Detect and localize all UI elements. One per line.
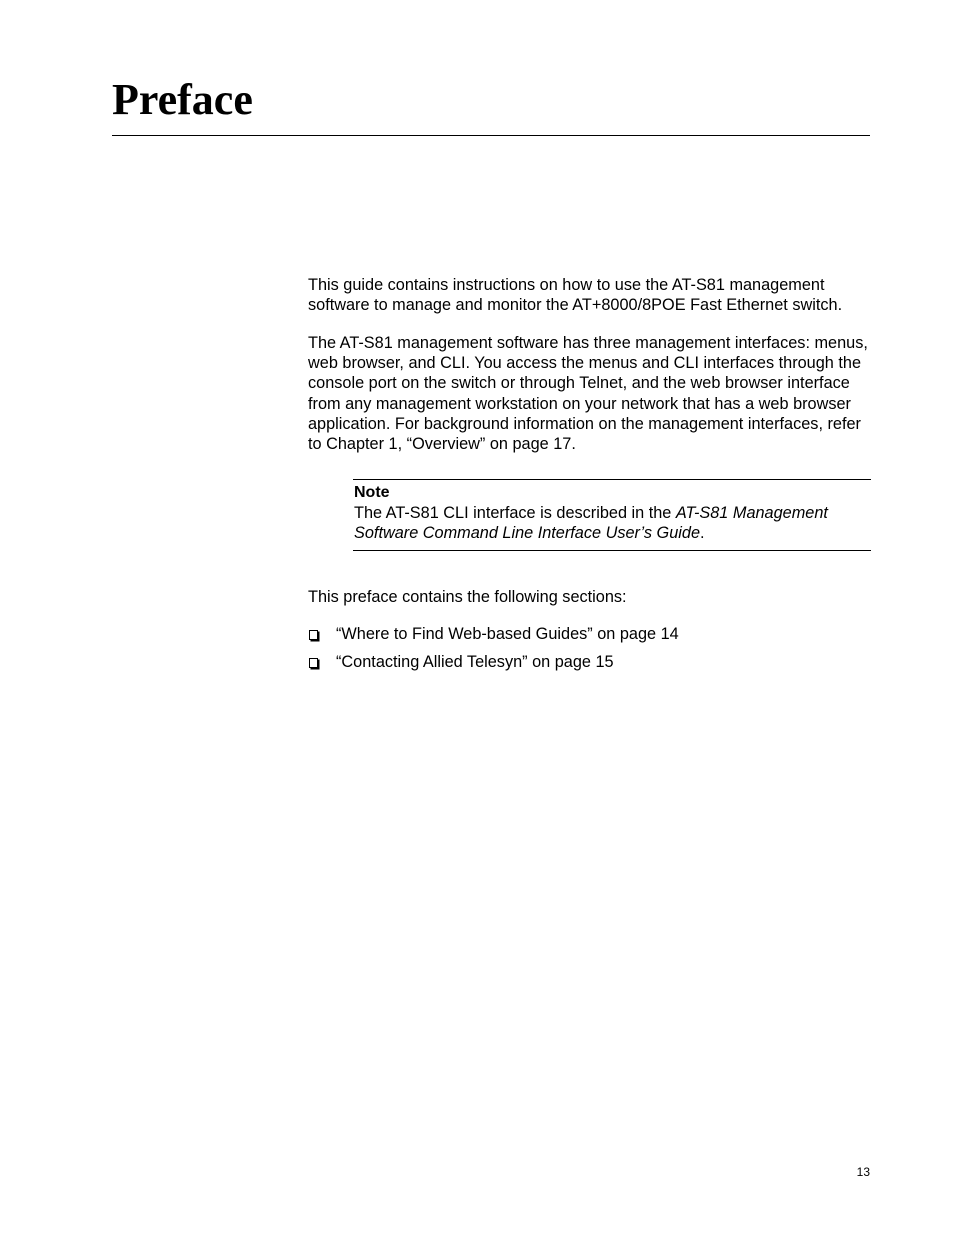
note-text-before: The AT-S81 CLI interface is described in the bbox=[354, 504, 676, 522]
page-number: 13 bbox=[856, 1165, 870, 1179]
note-heading: Note bbox=[354, 484, 390, 501]
sections-intro: This preface contains the following sections: bbox=[308, 588, 627, 606]
checkbox-square-icon bbox=[309, 658, 318, 668]
note-box bbox=[353, 479, 871, 551]
section-link-web-guides[interactable]: “Where to Find Web-based Guides” on page 14 bbox=[336, 625, 679, 643]
note-guide-title: AT-S81 Management Software Command Line Interface User’s Guide bbox=[354, 504, 828, 543]
intro-paragraph: This guide contains instructions on how to use the AT-S81 management software to manage and monitor the AT+8000/8POE Fast Ethernet switch. bbox=[308, 276, 843, 315]
note-text-after: . bbox=[700, 524, 705, 543]
title-divider bbox=[112, 135, 870, 136]
page-title: Preface bbox=[112, 75, 253, 124]
interfaces-paragraph: The AT-S81 management software has three management interfaces: menus, web browser, and CLI. You access the menus and CLI interfaces through the console port on the switch or through Telnet, and the web browser interface from any management workstation on your network that has a web browser application. For background information on the management interfaces, refer to Chapter 1, “Overview” on page 17. bbox=[308, 334, 868, 454]
section-link-contacting[interactable]: “Contacting Allied Telesyn” on page 15 bbox=[336, 653, 614, 671]
checkbox-square-icon bbox=[309, 630, 318, 640]
note-text bbox=[354, 503, 871, 543]
